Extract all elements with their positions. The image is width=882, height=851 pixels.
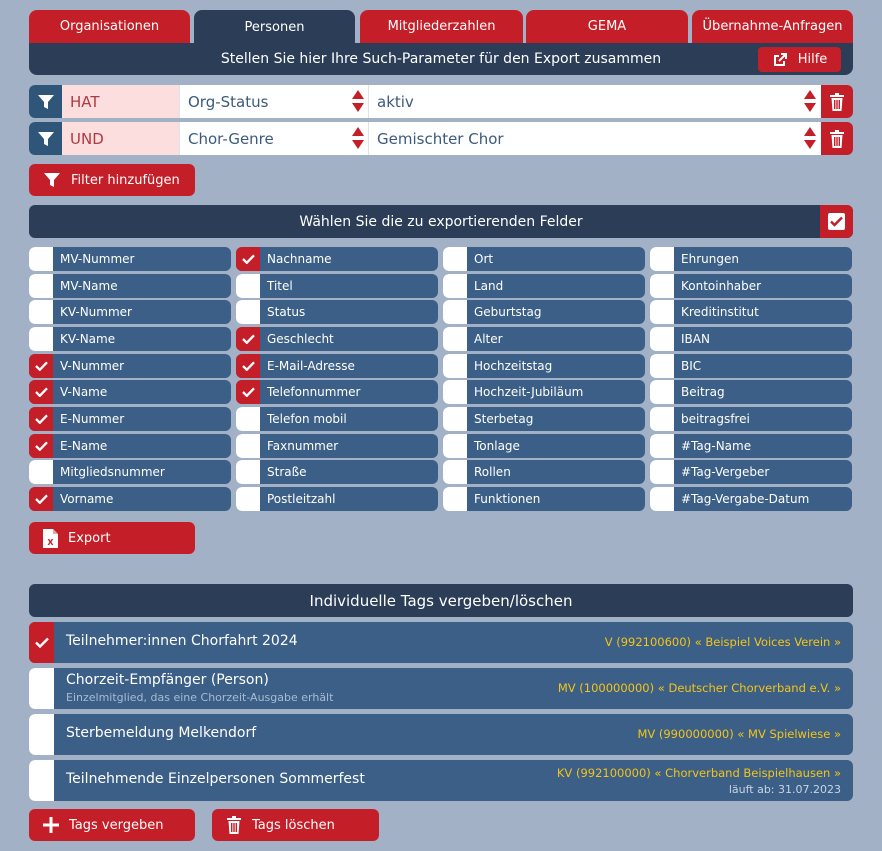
tag-checkbox[interactable] (29, 760, 54, 801)
export-field-option[interactable] (650, 434, 852, 458)
tab-organisationen[interactable] (29, 10, 190, 43)
export-field-option[interactable] (650, 460, 852, 484)
field-label: MV-Nummer (60, 252, 135, 266)
export-field-option[interactable] (29, 460, 231, 484)
check-icon (35, 441, 48, 451)
field-label: Titel (267, 279, 293, 293)
field-label: Status (267, 305, 306, 319)
filter-row (29, 85, 853, 118)
field-checkbox[interactable] (443, 380, 467, 404)
external-link-icon (772, 52, 788, 68)
field-label: Telefon mobil (267, 412, 347, 426)
delete-tags-button[interactable] (212, 809, 379, 841)
field-checkbox[interactable] (236, 380, 260, 404)
assign-tags-button[interactable] (29, 809, 195, 841)
export-field-option[interactable] (650, 327, 852, 351)
field-label: Rollen (474, 465, 511, 479)
field-checkbox[interactable] (29, 247, 53, 271)
filter-field-select[interactable] (179, 122, 369, 155)
field-checkbox[interactable] (443, 460, 467, 484)
export-field-option[interactable] (443, 247, 645, 271)
field-label: KV-Nummer (60, 305, 132, 319)
plus-icon (43, 817, 59, 833)
field-label: Ort (474, 252, 494, 266)
select-arrows-icon (351, 127, 363, 149)
search-parameters-header (29, 43, 853, 75)
export-field-option[interactable] (650, 300, 852, 324)
field-label: Sterbetag (474, 412, 534, 426)
field-label: E-Name (60, 439, 108, 453)
export-field-option[interactable] (236, 327, 438, 351)
check-icon (35, 637, 49, 648)
trash-icon (226, 816, 242, 834)
tag-owner: KV (992100000) « Chorverband Beispielhausen » (556, 766, 841, 780)
export-field-option[interactable] (650, 487, 852, 511)
tab-label: Übernahme-Anfragen (702, 19, 843, 34)
field-label: Kreditinstitut (681, 305, 759, 319)
field-label: Nachname (267, 252, 332, 266)
tag-checkbox[interactable] (29, 668, 54, 709)
field-label: E-Mail-Adresse (267, 359, 355, 373)
field-checkbox[interactable] (29, 274, 53, 298)
field-checkbox[interactable] (236, 460, 260, 484)
field-checkbox[interactable] (443, 407, 467, 431)
check-icon (242, 334, 255, 344)
field-checkbox[interactable] (236, 434, 260, 458)
export-field-option[interactable] (29, 274, 231, 298)
tab-label: Personen (244, 19, 305, 35)
export-field-option[interactable] (29, 434, 231, 458)
tag-name: Teilnehmer:innen Chorfahrt 2024 (66, 633, 298, 649)
tag-description: Einzelmitglied, das eine Chorzeit-Ausgabe erhält (66, 691, 334, 704)
export-field-option[interactable] (29, 247, 231, 271)
tag-name: Teilnehmende Einzelpersonen Sommerfest (66, 771, 365, 787)
delete-filter-button[interactable] (821, 85, 853, 118)
funnel-icon (37, 130, 55, 148)
field-checkbox[interactable] (650, 300, 674, 324)
filter-value-select[interactable] (368, 85, 821, 118)
check-icon (35, 414, 48, 424)
export-field-option[interactable] (443, 487, 645, 511)
field-checkbox[interactable] (29, 434, 53, 458)
field-checkbox[interactable] (650, 274, 674, 298)
field-label: Telefonnummer (267, 385, 361, 399)
field-checkbox[interactable] (29, 460, 53, 484)
check-icon (35, 387, 48, 397)
field-label: V-Nummer (60, 359, 125, 373)
export-fields-header (29, 205, 853, 238)
field-label: KV-Name (60, 332, 116, 346)
field-checkbox[interactable] (443, 434, 467, 458)
field-label: #Tag-Vergabe-Datum (681, 492, 810, 506)
filter-value-select[interactable] (368, 122, 821, 155)
select-arrows-icon (803, 90, 815, 112)
select-arrows-icon (803, 127, 815, 149)
tag-row[interactable] (29, 622, 853, 663)
field-checkbox[interactable] (29, 327, 53, 351)
export-field-option[interactable] (443, 380, 645, 404)
tab-label: GEMA (587, 19, 627, 34)
help-button-label: Hilfe (797, 52, 828, 67)
export-field-option[interactable] (236, 380, 438, 404)
field-checkbox[interactable] (443, 300, 467, 324)
export-field-option[interactable] (236, 274, 438, 298)
select-all-checkbox[interactable] (820, 205, 853, 238)
filter-toggle-button[interactable] (29, 85, 62, 118)
export-field-option[interactable] (443, 354, 645, 378)
excel-file-icon (43, 529, 58, 548)
export-label: Export (68, 530, 111, 546)
add-filter-label: Filter hinzufügen (71, 172, 180, 188)
field-label: beitragsfrei (681, 412, 750, 426)
assign-tags-label: Tags vergeben (69, 817, 164, 833)
field-label: Alter (474, 332, 503, 346)
field-checkbox[interactable] (443, 327, 467, 351)
field-checkbox[interactable] (29, 487, 53, 511)
field-label: Faxnummer (267, 439, 339, 453)
export-field-option[interactable] (650, 380, 852, 404)
export-field-option[interactable] (29, 300, 231, 324)
field-checkbox[interactable] (650, 407, 674, 431)
field-checkbox[interactable] (443, 487, 467, 511)
check-icon (242, 361, 255, 371)
filter-operator-value: HAT (70, 92, 100, 111)
field-checkbox[interactable] (650, 380, 674, 404)
field-label: Geburtstag (474, 305, 542, 319)
export-field-option[interactable] (236, 354, 438, 378)
export-fields-title: Wählen Sie die zu exportierenden Felder (299, 213, 583, 230)
trash-icon (829, 130, 845, 148)
export-field-option[interactable] (443, 327, 645, 351)
field-label: Straße (267, 465, 307, 479)
field-label: Ehrungen (681, 252, 739, 266)
tab-uebernahme-anfragen[interactable] (692, 10, 853, 43)
field-checkbox[interactable] (29, 354, 53, 378)
add-filter-button[interactable] (29, 164, 195, 196)
export-field-option[interactable] (650, 407, 852, 431)
field-checkbox[interactable] (443, 274, 467, 298)
field-checkbox[interactable] (236, 247, 260, 271)
tab-gema[interactable] (526, 10, 688, 43)
field-checkbox[interactable] (236, 300, 260, 324)
tag-owner: V (992100600) « Beispiel Voices Verein » (604, 635, 841, 649)
field-checkbox[interactable] (650, 247, 674, 271)
trash-icon (829, 93, 845, 111)
tab-label: Mitgliederzahlen (387, 19, 496, 34)
export-field-option[interactable] (236, 434, 438, 458)
field-checkbox[interactable] (29, 300, 53, 324)
field-checkbox[interactable] (650, 487, 674, 511)
export-field-option[interactable] (443, 460, 645, 484)
field-checkbox[interactable] (443, 247, 467, 271)
tab-label: Organisationen (59, 19, 160, 34)
export-button[interactable] (29, 522, 195, 554)
field-label: Hochzeit-Jubiläum (474, 385, 584, 399)
select-arrows-icon (351, 90, 363, 112)
field-label: E-Nummer (60, 412, 125, 426)
field-label: Land (474, 279, 504, 293)
field-checkbox[interactable] (650, 354, 674, 378)
export-field-option[interactable] (29, 354, 231, 378)
export-field-option[interactable] (236, 300, 438, 324)
filter-value-value: Gemischter Chor (377, 129, 504, 148)
field-label: V-Name (60, 385, 108, 399)
export-field-option[interactable] (443, 300, 645, 324)
field-checkbox[interactable] (29, 407, 53, 431)
tag-owner: MV (990000000) « MV Spielwiese » (637, 727, 841, 741)
export-field-option[interactable] (29, 380, 231, 404)
field-checkbox[interactable] (236, 327, 260, 351)
field-checkbox[interactable] (236, 354, 260, 378)
export-field-option[interactable] (29, 407, 231, 431)
field-label: BIC (681, 359, 702, 373)
svg-text:X: X (47, 537, 54, 547)
tags-title: Individuelle Tags vergeben/löschen (309, 591, 573, 610)
field-label: IBAN (681, 332, 710, 346)
field-label: Tonlage (474, 439, 520, 453)
field-label: Funktionen (474, 492, 541, 506)
field-label: #Tag-Name (681, 439, 752, 453)
export-field-option[interactable] (236, 247, 438, 271)
export-field-option[interactable] (236, 487, 438, 511)
tab-personen[interactable] (194, 10, 355, 44)
field-checkbox[interactable] (650, 434, 674, 458)
field-label: MV-Name (60, 279, 118, 293)
field-checkbox[interactable] (236, 487, 260, 511)
filter-field-select[interactable] (179, 85, 369, 118)
export-field-option[interactable] (443, 274, 645, 298)
delete-tags-label: Tags löschen (252, 817, 335, 833)
export-field-option[interactable] (443, 434, 645, 458)
filter-field-value: Chor-Genre (188, 129, 274, 148)
check-icon (242, 387, 255, 397)
tag-checkbox[interactable] (29, 714, 54, 755)
field-label: Postleitzahl (267, 492, 336, 506)
tag-checkbox[interactable] (29, 622, 54, 663)
tags-header (29, 584, 853, 617)
export-field-option[interactable] (29, 327, 231, 351)
field-checkbox[interactable] (29, 380, 53, 404)
export-field-option[interactable] (650, 354, 852, 378)
field-label: Beitrag (681, 385, 725, 399)
check-icon (242, 254, 255, 264)
export-field-option[interactable] (29, 487, 231, 511)
tag-name: Chorzeit-Empfänger (Person) (66, 672, 269, 688)
field-label: #Tag-Vergeber (681, 465, 770, 479)
funnel-icon (37, 93, 55, 111)
tag-expiry-date: läuft ab: 31.07.2023 (728, 783, 841, 796)
funnel-icon (43, 171, 61, 189)
field-checkbox[interactable] (236, 407, 260, 431)
delete-filter-button[interactable] (821, 122, 853, 155)
tab-bar (29, 10, 853, 43)
field-checkbox[interactable] (443, 354, 467, 378)
filter-field-value: Org-Status (188, 92, 269, 111)
field-label: Kontoinhaber (681, 279, 762, 293)
field-checkbox[interactable] (236, 274, 260, 298)
field-label: Geschlecht (267, 332, 334, 346)
help-button[interactable] (758, 47, 841, 72)
export-field-option[interactable] (650, 274, 852, 298)
tag-row[interactable] (29, 668, 853, 709)
tag-row[interactable] (29, 714, 853, 755)
export-field-option[interactable] (236, 407, 438, 431)
export-field-option[interactable] (443, 407, 645, 431)
field-checkbox[interactable] (650, 460, 674, 484)
field-label: Mitgliedsnummer (60, 465, 165, 479)
check-icon (35, 494, 48, 504)
tag-owner: MV (100000000) « Deutscher Chorverband e.V. » (557, 681, 841, 695)
field-label: Vorname (60, 492, 114, 506)
filter-row (29, 122, 853, 155)
tab-mitgliederzahlen[interactable] (360, 10, 523, 43)
export-field-option[interactable] (650, 247, 852, 271)
filter-value-value: aktiv (377, 92, 414, 111)
field-label: Hochzeitstag (474, 359, 553, 373)
tag-row[interactable] (29, 760, 853, 801)
filter-operator-value: UND (70, 129, 104, 148)
export-field-option[interactable] (236, 460, 438, 484)
filter-toggle-button[interactable] (29, 122, 62, 155)
tag-name: Sterbemeldung Melkendorf (66, 725, 257, 741)
check-icon (828, 213, 845, 230)
field-checkbox[interactable] (650, 327, 674, 351)
check-icon (35, 361, 48, 371)
search-parameters-title: Stellen Sie hier Ihre Such-Parameter für den Export zusammen (220, 51, 662, 67)
